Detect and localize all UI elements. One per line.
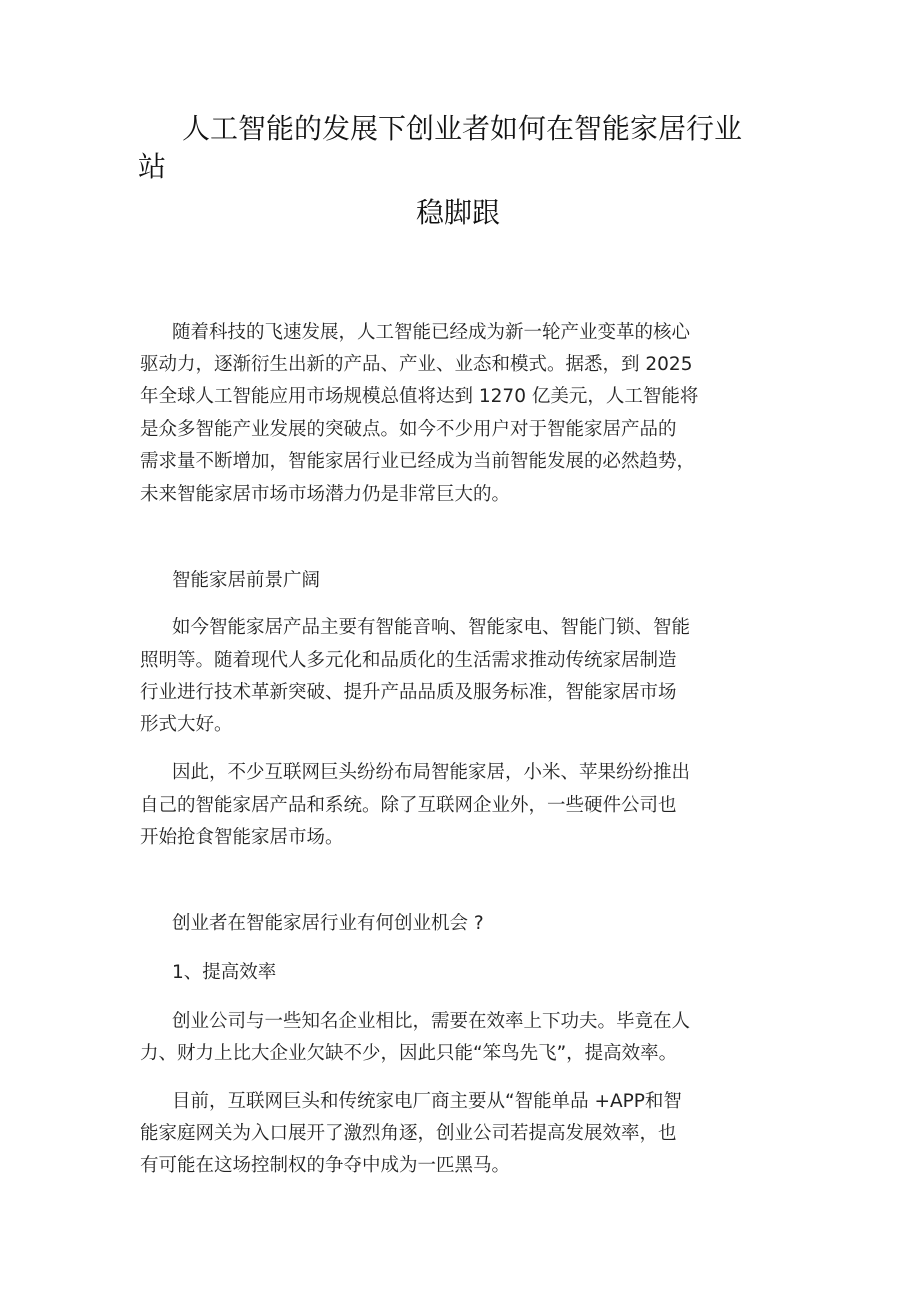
- paragraph-line: 如今智能家居产品主要有智能音响、智能家电、智能门锁、智能: [172, 617, 691, 638]
- paragraph-line: 行业进行技术革新突破、提升产品品质及服务标准，智能家居市场: [140, 682, 677, 703]
- paragraph-line: 能家庭网关为入口展开了激烈角逐，创业公司若提高发展效率，也: [140, 1123, 677, 1144]
- intro-line: 年全球人工智能应用市场规模总值将达到 1270 亿美元，人工智能将: [140, 386, 699, 407]
- intro-line: 是众多智能产业发展的突破点。如今不少用户对于智能家居产品的: [140, 419, 677, 440]
- section-heading: 智能家居前景广阔: [172, 570, 321, 591]
- title-line-1: 人工智能的发展下创业者如何在智能家居行业: [182, 112, 743, 145]
- intro-line: 未来智能家居市场市场潜力仍是非常巨大的。: [140, 484, 511, 505]
- title-line-2: 站: [138, 150, 167, 183]
- section-heading: 创业者在智能家居行业有何创业机会 ?: [172, 913, 484, 934]
- paragraph-line: 目前，互联网巨头和传统家电厂商主要从“智能单品 +APP和智: [172, 1091, 682, 1112]
- intro-line: 需求量不断增加，智能家居行业已经成为当前智能发展的必然趋势，: [140, 451, 696, 472]
- paragraph-line: 因此，不少互联网巨头纷纷布局智能家居，小米、苹果纷纷推出: [172, 762, 691, 783]
- paragraph-line: 照明等。随着现代人多元化和品质化的生活需求推动传统家居制造: [140, 650, 677, 671]
- paragraph-line: 创业公司与一些知名企业相比，需要在效率上下功夫。毕竟在人: [172, 1011, 691, 1032]
- paragraph-line: 有可能在这场控制权的争夺中成为一匹黑马。: [140, 1155, 511, 1176]
- paragraph-line: 开始抢食智能家居市场。: [140, 827, 344, 848]
- paragraph-line: 形式大好。: [140, 714, 233, 735]
- intro-line: 随着科技的飞速发展，人工智能已经成为新一轮产业变革的核心: [172, 322, 691, 343]
- paragraph-line: 自己的智能家居产品和系统。除了互联网企业外，一些硬件公司也: [140, 795, 677, 816]
- intro-line: 驱动力，逐渐衍生出新的产品、产业、业态和模式。据悉，到 2025: [140, 354, 693, 375]
- title-line-3: 稳脚跟: [416, 196, 501, 229]
- subsection-heading: 1、提高效率: [172, 962, 277, 983]
- paragraph-line: 力、财力上比大企业欠缺不少，因此只能“笨鸟先飞”，提高效率。: [140, 1043, 678, 1064]
